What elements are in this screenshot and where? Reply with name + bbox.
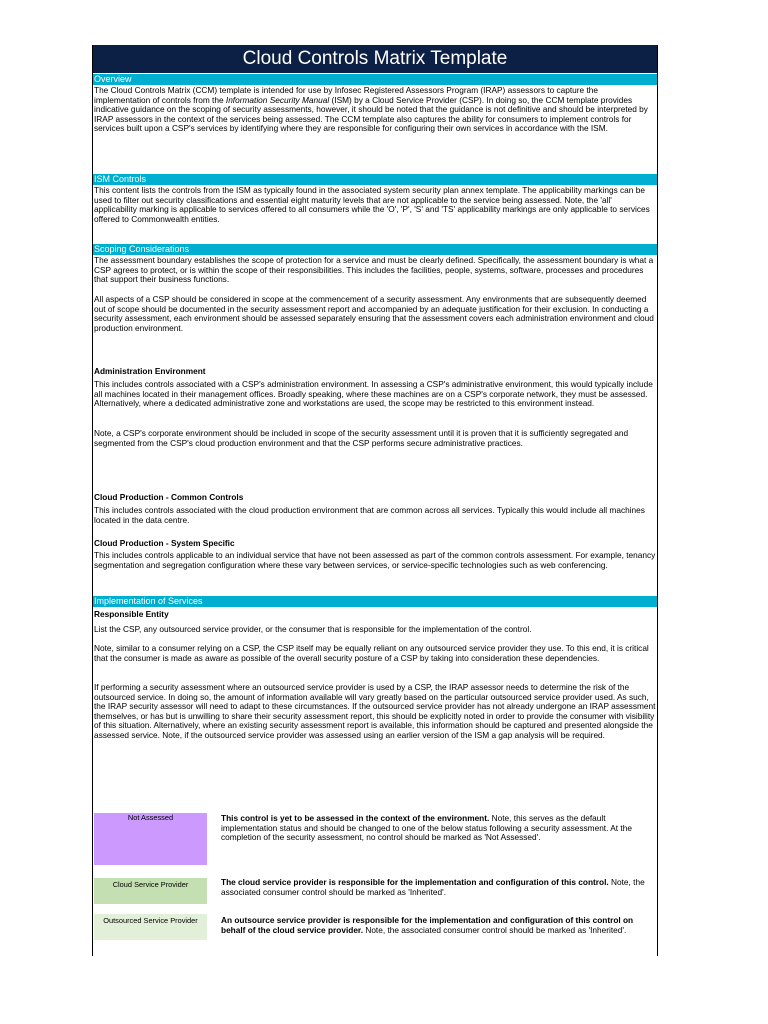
admin-environment-title: Administration Environment — [94, 366, 206, 376]
system-specific-title: Cloud Production - System Specific — [94, 538, 235, 548]
section-ism-controls-header[interactable]: ISM Controls — [93, 174, 657, 185]
common-controls-title: Cloud Production - Common Controls — [94, 492, 244, 502]
legend-description-cloud-service-provider: The cloud service provider is responsible for the implementation and configuration of this control. Note, the associated consumer control should be marked as 'Inherited'. — [221, 877, 645, 897]
responsible-entity-title: Responsible Entity — [94, 609, 169, 619]
legend-swatch-not-assessed — [94, 813, 207, 865]
implementation-para-1: List the CSP, any outsourced service provider, or the consumer that is responsible for the implementation of the control. — [94, 624, 532, 634]
legend-label-not-assessed: Not Assessed — [127, 813, 174, 822]
section-overview-header[interactable]: Overview — [93, 74, 657, 85]
overview-text: The Cloud Controls Matrix (CCM) template is intended for use by Infosec Registered Assessors Program (IRAP) assessors to capture the implementation of controls from the Information Security Manual (ISM) by a Cloud Service Provider (CSP). In doing so, the CCM template provides indicative guidance on the scoping of security assessments, however, it should be noted that the guidance is not definitive and should be interpreted by IRAP assessors in the context of the services being assessed. The CCM template also captures the ability for consumers to implement controls for services built upon a CSP's services by identifying where they are responsible for configuring their own services in accordance with the ISM. — [94, 85, 648, 134]
implementation-para-3: If performing a security assessment where an outsourced service provider is used by a CSP, the IRAP assessor needs to determine the risk of the outsourced service. In doing so, the amount of information available will vary greatly based on the particular outsourced service provider used. As such, the IRAP security assessor will need to adapt to these circumstances. If the outsourced service provider has not already undergone an IRAP assessment themselves, or has but is unwilling to share their security assessment report, this should be explicitly noted in order to provide the consumer with visibility of this situation. Alternatively, where an existing security assessment report is available, this information should be captured and presented alongside the assessed service. Note, if the outsourced service provider was assessed using an earlier version of the ISM a gap analysis will be required. — [94, 682, 656, 740]
common-controls-text: This includes controls associated with the cloud production environment that are common across all services. Typically this would include all machines located in the data centre. — [94, 505, 645, 525]
section-implementation-header[interactable]: Implementation of Services — [93, 596, 657, 607]
ism-controls-text: This content lists the controls from the ISM as typically found in the associated system security plan annex template. The applicability markings can be used to filter out security classifications and essential eight maturity levels that are not applicable to the service being assessed. Note, the 'all' applicability marking is applicable to services offered to all consumers while the 'O', 'P', 'S' and 'TS' applicability markings are only applicable to services offered to Commonwealth entities. — [94, 185, 650, 224]
scoping-para-2: All aspects of a CSP should be considered in scope at the commencement of a security assessment. Any environments that are subsequently deemed out of scope should be documented in the security assessment report and accompanied by an adequate justification for their exclusion. In conducting a security assessment, each environment should be assessed separately ensuring that the assessment covers each administration environment and cloud production environment. — [94, 294, 654, 333]
page-title: Cloud Controls Matrix Template — [93, 45, 657, 73]
legend-label-cloud-service-provider: Cloud Service Provider — [112, 880, 189, 889]
section-scoping-header[interactable]: Scoping Considerations — [93, 244, 657, 255]
admin-environment-para-2: Note, a CSP's corporate environment should be included in scope of the security assessment until it is proven that it is sufficiently segregated and segmented from the CSP's cloud production environment and that the CSP performs secure administrative practices. — [94, 428, 629, 448]
scoping-para-1: The assessment boundary establishes the scope of protection for a service and must be clearly defined. Specifically, the assessment boundary is what a CSP agrees to protect, or is within the scope of their responsibilities. This includes the facilities, people, systems, software, processes and procedures that support their business functions. — [94, 255, 654, 285]
ism-title-italic: Information Security Manual — [225, 94, 330, 105]
ccm-sheet — [92, 45, 658, 956]
legend-description-outsourced-service-provider: An outsource service provider is responsible for the implementation and configuration of this control on behalf of the cloud service provider. Note, the associated consumer control should be marked as 'Inherited'. — [221, 915, 634, 935]
admin-environment-para-1: This includes controls associated with a CSP's administration environment. In assessing a CSP's administrative environment, this would typically include all machines located in their management offices. Broadly speaking, where these machines are on a CSP's corporate network, they must be assessed. Alternatively, where a dedicated administrative zone and workstations are used, the scope may be restricted to this environment instead. — [94, 379, 653, 409]
legend-swatch-cloud-service-provider — [94, 878, 207, 904]
legend-description-not-assessed: This control is yet to be assessed in the context of the environment. Note, this serves as the default implementation status and should be changed to one of the below status following a security assessment. At the completion of the security assessment, no control should be marked as 'Not Assessed'. — [221, 813, 632, 843]
legend-swatch-outsourced-service-provider — [94, 914, 207, 940]
legend-label-outsourced-service-provider: Outsourced Service Provider — [103, 916, 198, 925]
implementation-para-2: Note, similar to a consumer relying on a CSP, the CSP itself may be equally reliant on any outsourced service provider they use. To this end, it is critical that the consumer is made as aware as possible of the overall security posture of a CSP by taking into consideration these dependencies. — [94, 643, 649, 663]
system-specific-text: This includes controls applicable to an individual service that have not been assessed as part of the common controls assessment. For example, tenancy segmentation and segregation configuration where these vary between services, or service-specific technologies such as web conferencing. — [94, 550, 656, 570]
